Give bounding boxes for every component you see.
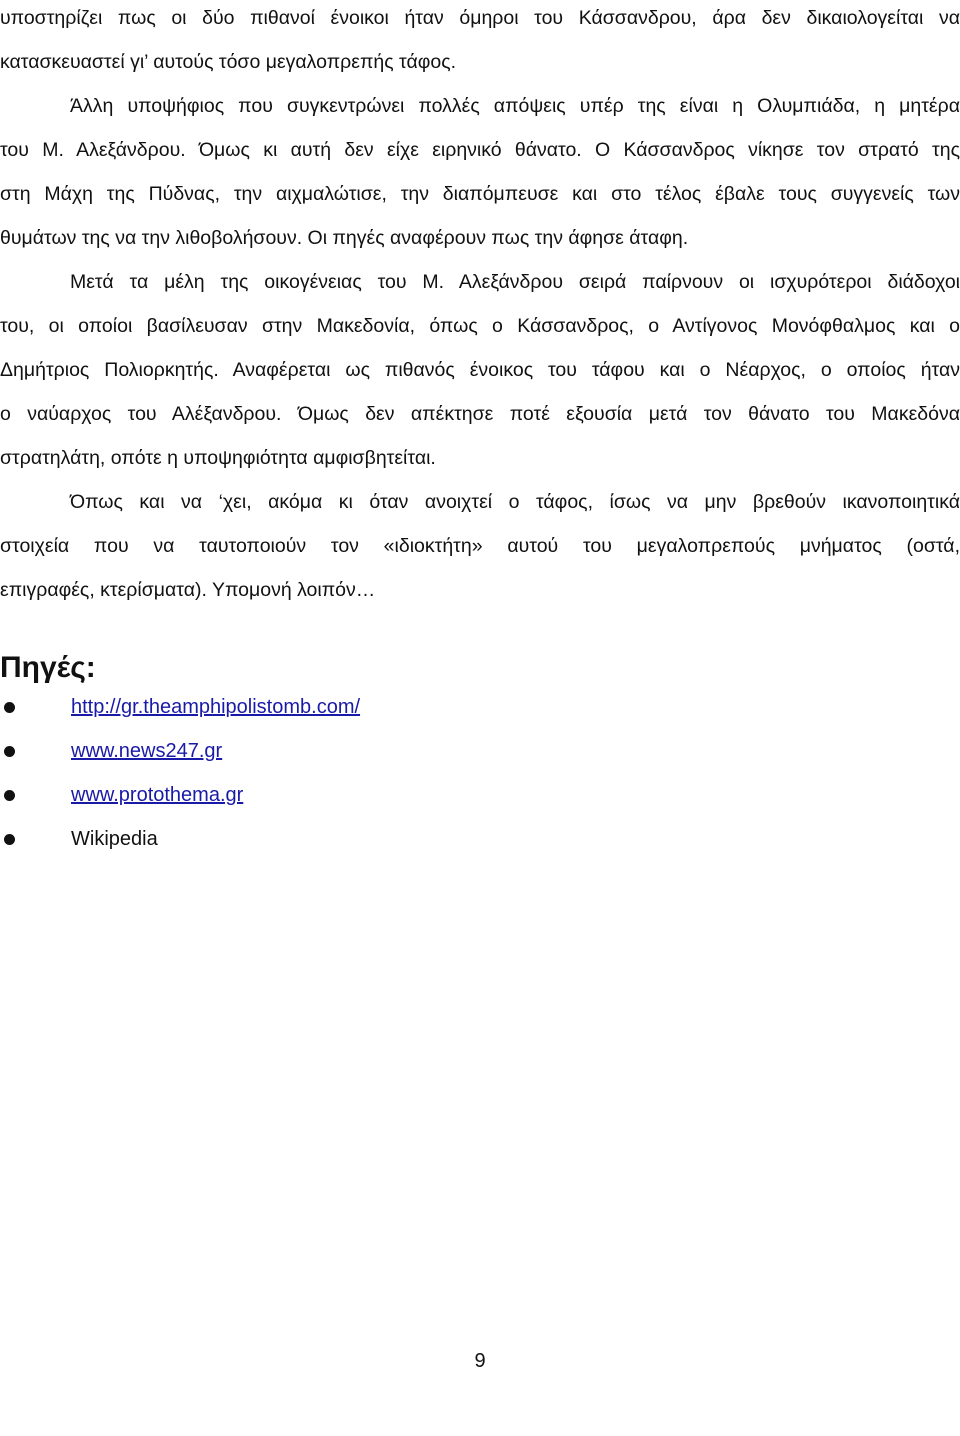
paragraph-line: στρατηλάτη, οπότε η υποψηφιότητα αμφισβητείται. <box>0 447 436 469</box>
source-link-news247[interactable]: www.news247.gr <box>71 740 223 762</box>
paragraph-line: Άλλη υποψήφιος που συγκεντρώνει πολλές απόψεις υπέρ της είναι η Ολυμπιάδα, η μητέρα <box>70 95 960 117</box>
source-link-protothema[interactable]: www.protothema.gr <box>71 784 244 806</box>
bullet-icon <box>4 702 15 713</box>
page-number: 9 <box>474 1350 486 1372</box>
paragraph-line: στη Μάχη της Πύδνας, την αιχμαλώτισε, την διαπόμπευσε και στο τέλος έβαλε τους συγγενείς των <box>0 183 960 205</box>
paragraph-line: Όπως και να ‘χει, ακόμα κι όταν ανοιχτεί ο τάφος, ίσως να μην βρεθούν ικανοποιητικά <box>70 491 960 513</box>
paragraph-line: του, οι οποίοι βασίλευσαν στην Μακεδονία, όπως ο Κάσσανδρος, ο Αντίγονος Μονόφθαλμος και ο <box>0 315 960 337</box>
paragraph-line: υποστηρίζει πως οι δύο πιθανοί ένοικοι ήταν όμηροι του Κάσσανδρου, άρα δεν δικαιολογείται να <box>0 7 960 29</box>
paragraph-line: επιγραφές, κτερίσματα). Υπομονή λοιπόν… <box>0 579 376 601</box>
source-link-theamphipolistomb[interactable]: http://gr.theamphipolistomb.com/ <box>71 696 361 718</box>
paragraph-line: κατασκευαστεί γι’ αυτούς τόσο μεγαλοπρεπής τάφος. <box>0 51 457 73</box>
paragraph-line: Μετά τα μέλη της οικογένειας του Μ. Αλεξάνδρου σειρά παίρνουν οι ισχυρότεροι διάδοχοι <box>70 271 960 293</box>
paragraph-line: στοιχεία που να ταυτοποιούν τον «ιδιοκτήτη» αυτού του μεγαλοπρεπούς μνήματος (οστά, <box>0 535 960 557</box>
sources-heading: Πηγές: <box>0 651 96 684</box>
source-text-wikipedia: Wikipedia <box>71 828 158 850</box>
bullet-icon <box>4 746 15 757</box>
paragraph-line: ο ναύαρχος του Αλέξανδρου. Όμως δεν απέκτησε ποτέ εξουσία μετά τον θάνατο του Μακεδόνα <box>0 403 960 425</box>
bullet-icon <box>4 834 15 845</box>
paragraph-line: Δημήτριος Πολιορκητής. Αναφέρεται ως πιθανός ένοικος του τάφου και ο Νέαρχος, ο οποίος ήταν <box>0 359 960 381</box>
paragraph-line: θυμάτων της να την λιθοβολήσουν. Οι πηγές αναφέρουν πως την άφησε άταφη. <box>0 227 689 249</box>
bullet-icon <box>4 790 15 801</box>
paragraph-line: του Μ. Αλεξάνδρου. Όμως κι αυτή δεν είχε ειρηνικό θάνατο. Ο Κάσσανδρος νίκησε τον στρατό της <box>0 139 960 161</box>
